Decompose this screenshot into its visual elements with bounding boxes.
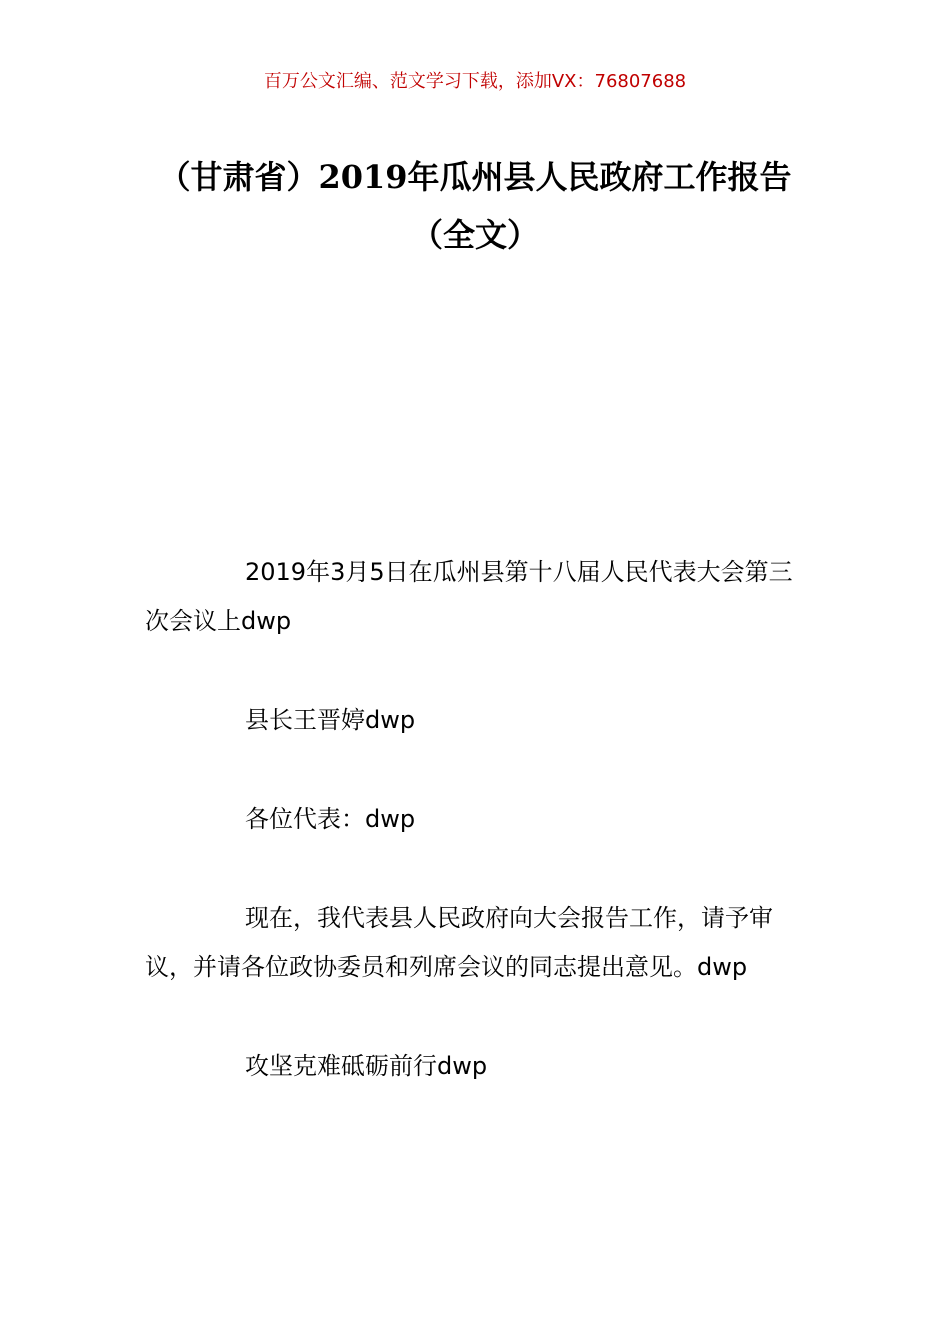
paragraph-salutation: 各位代表：dwp <box>245 805 416 833</box>
document-title: （甘肃省）2019年瓜州县人民政府工作报告（全文） <box>158 158 792 254</box>
paragraph-meeting-info: 2019年3月5日在瓜州县第十八届人民代表大会第三次会议上dwp <box>145 558 793 635</box>
header-watermark-note: 百万公文汇编、范文学习下载，添加VX：76807688 <box>263 71 687 92</box>
document-body <box>145 548 810 1141</box>
paragraph-speaker: 县长王晋婷dwp <box>245 706 416 734</box>
paragraph-section-heading: 攻坚克难砥砺前行dwp <box>245 1052 488 1080</box>
paragraph-intro: 现在，我代表县人民政府向大会报告工作，请予审议，并请各位政协委员和列席会议的同志提出意见。dwp <box>145 904 773 981</box>
